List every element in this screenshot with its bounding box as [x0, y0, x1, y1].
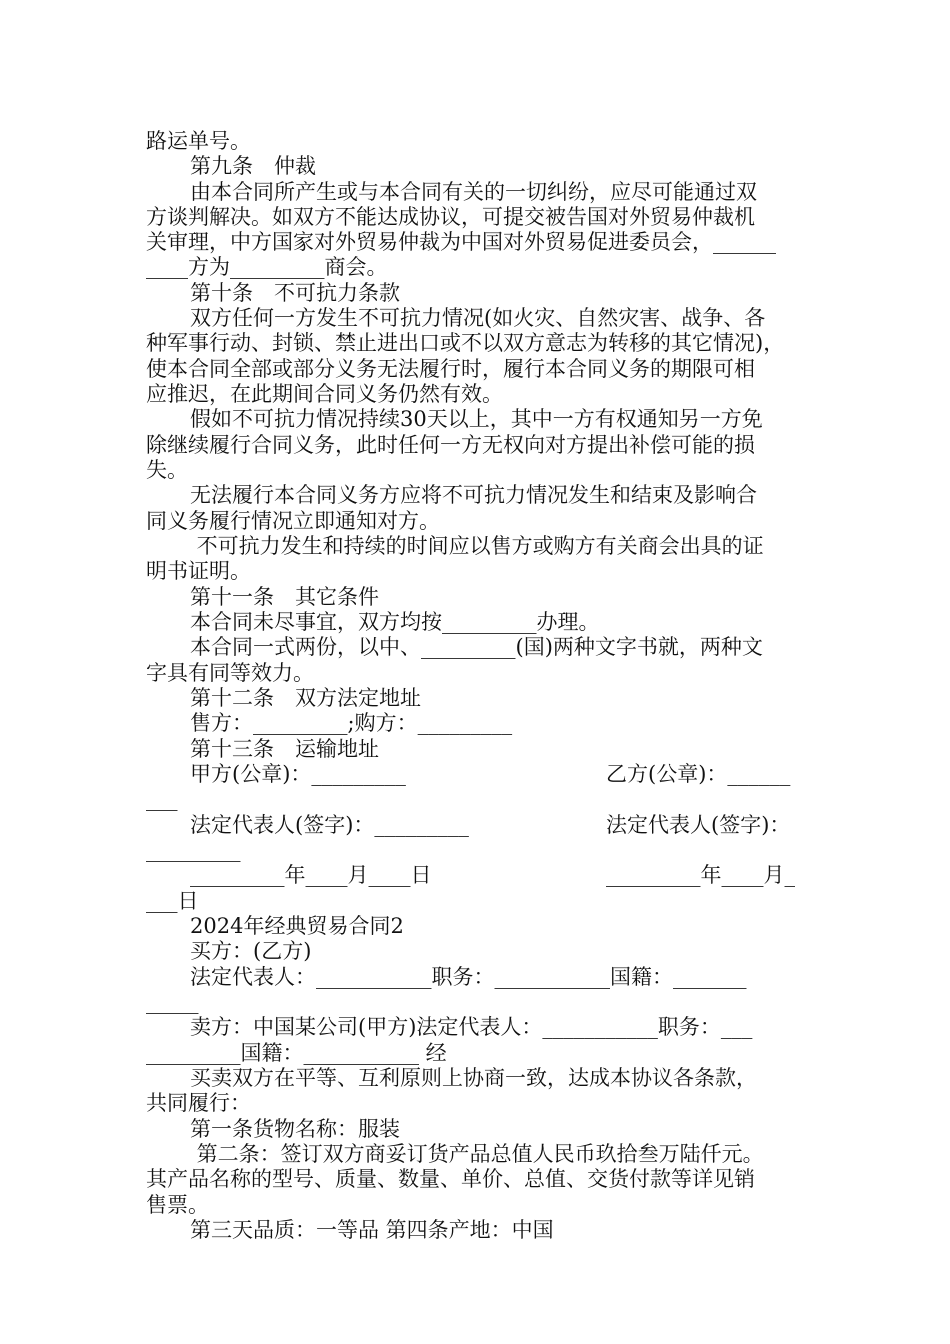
text-line: 第十条 不可抗力条款	[190, 281, 400, 305]
text-line: 路运单号。	[146, 129, 251, 153]
right-column-line: _________年____月_	[606, 863, 795, 887]
text-line: ___日	[146, 889, 199, 913]
text-line: _________年____月____日	[190, 863, 432, 887]
text-line: 双方任何一方发生不可抗力情况(如火灾、自然灾害、战争、各	[190, 306, 766, 330]
text-line: 不可抗力发生和持续的时间应以售方或购方有关商会出具的证	[190, 534, 764, 558]
text-line: 种军事行动、封锁、禁止进出口或不以双方意志为转移的其它情况)，	[146, 331, 785, 355]
text-line: 售票。	[146, 1193, 209, 1217]
text-line: 无法履行本合同义务方应将不可抗力情况发生和结束及影响合	[190, 483, 757, 507]
text-line: 同义务履行情况立即通知对方。	[146, 509, 440, 533]
text-line: 第十一条 其它条件	[190, 585, 379, 609]
text-line: 法定代表人(签字)：_________	[190, 813, 469, 837]
text-line: _____	[146, 990, 199, 1014]
text-line: 失。	[146, 458, 188, 482]
right-column-line: 乙方(公章)：______	[606, 762, 791, 786]
text-line: 本合同一式两份，以中、_________(国)两种文字书就，两种文	[190, 635, 763, 659]
text-line: 第十三条 运输地址	[190, 737, 379, 761]
text-line: 售方：_________;购方：_________	[190, 711, 513, 735]
text-line: 法定代表人：___________职务：___________国籍：_______	[190, 965, 747, 989]
text-line: 除继续履行合同义务，此时任何一方无权向对方提出补偿可能的损	[146, 433, 755, 457]
text-line: 方谈判解决。如双方不能达成协议，可提交被告国对外贸易仲裁机	[146, 205, 755, 229]
text-line: ___	[146, 787, 178, 811]
text-line: 关审理，中方国家对外贸易仲裁为中国对外贸易促进委员会，______	[146, 230, 776, 254]
text-line: 第九条 仲裁	[190, 154, 316, 178]
text-line: 第十二条 双方法定地址	[190, 686, 421, 710]
text-line: 使本合同全部或部分义务无法履行时，履行本合同义务的期限可相	[146, 357, 755, 381]
text-line: 本合同未尽事宜，双方均按_________办理。	[190, 610, 600, 634]
text-line: _________国籍：___________ 经	[146, 1041, 447, 1065]
text-line: 明书证明。	[146, 559, 251, 583]
text-line: 字具有同等效力。	[146, 661, 314, 685]
text-line: 第二条：签订双方商妥订货产品总值人民币玖拾叁万陆仟元。	[190, 1142, 764, 1166]
text-line: 买方：(乙方)	[190, 939, 312, 963]
text-line: 甲方(公章)：_________	[190, 762, 406, 786]
right-column-line: 法定代表人(签字)：	[606, 813, 791, 837]
text-line: 由本合同所产生或与本合同有关的一切纠纷，应尽可能通过双	[190, 180, 757, 204]
text-line: 卖方：中国某公司(甲方)法定代表人：___________职务：___	[190, 1015, 753, 1039]
text-line: _________	[146, 838, 241, 862]
text-line: 买卖双方在平等、互利原则上协商一致，达成本协议各条款，	[190, 1066, 757, 1090]
text-line: ____方为_________商会。	[146, 255, 388, 279]
text-line: 应推迟，在此期间合同义务仍然有效。	[146, 382, 503, 406]
text-line: 共同履行：	[146, 1091, 251, 1115]
text-line: 其产品名称的型号、质量、数量、单价、总值、交货付款等详见销	[146, 1167, 755, 1191]
text-line: 第三天品质：一等品 第四条产地：中国	[190, 1218, 554, 1242]
text-line: 第一条货物名称：服装	[190, 1117, 400, 1141]
text-line: 2024年经典贸易合同2	[190, 914, 404, 938]
text-line: 假如不可抗力情况持续30天以上，其中一方有权通知另一方免	[190, 407, 763, 431]
